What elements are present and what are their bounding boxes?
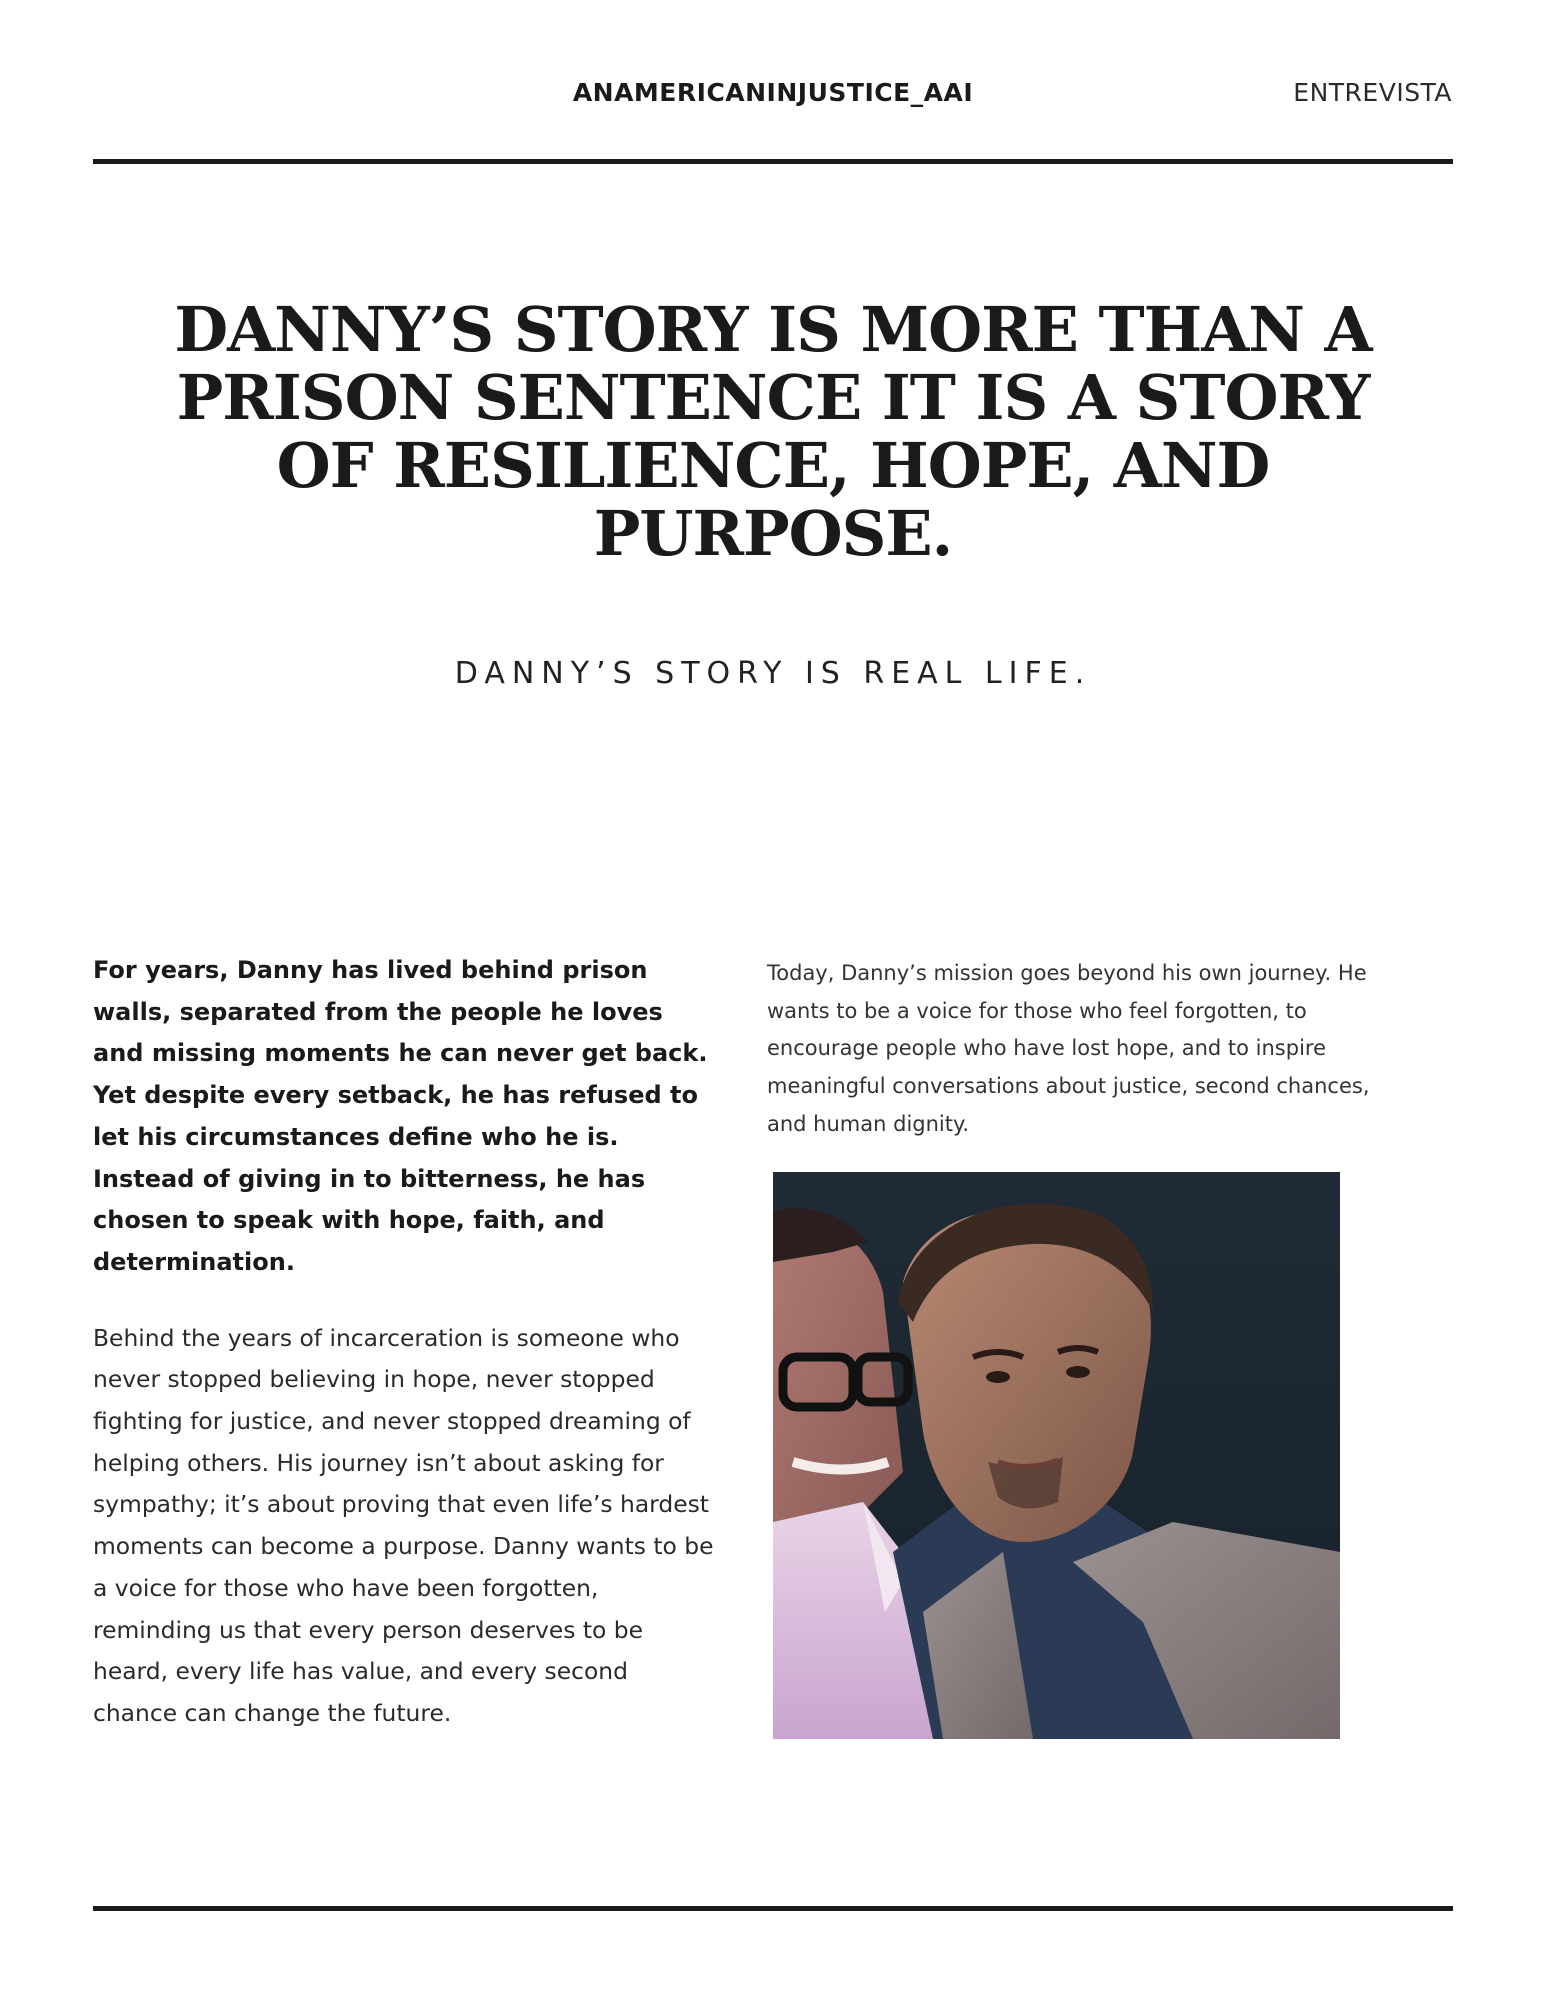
headline: DANNY’S STORY IS MORE THAN A PRISON SENTENCE IT IS A STORY OF RESILIENCE, HOPE, AND PURPOSE. xyxy=(174,293,1372,570)
bottom-divider xyxy=(93,1906,1453,1911)
body-paragraph: Behind the years of incarceration is someone who never stopped believing in hope, never stopped fighting for justice, and never stopped dreaming of helping others. His journey isn’t about asking for sympathy; it’s about proving that even life’s hardest moments can become a purpose. Danny wants to be a voice for those who have been forgotten, reminding us that every person deserves to be heard, every life has value, and every second chance can change the future. xyxy=(93,1323,714,1727)
left-column xyxy=(93,950,718,1735)
right-column xyxy=(767,955,1407,1144)
brand-name: ANAMERICANINJUSTICE_AAI xyxy=(572,78,974,107)
lead-paragraph: For years, Danny has lived behind prison walls, separated from the people he loves and missing moments he can never get back. Yet despite every setback, he has refused to let his circumstances define who he is. Instead of giving in to bitterness, he has chosen to speak with hope, faith, and determination. xyxy=(93,956,708,1276)
subheadline: DANNY’S STORY IS REAL LIFE. xyxy=(454,656,1092,691)
section-label: ENTREVISTA xyxy=(1293,78,1452,107)
portrait-photo xyxy=(773,1172,1340,1739)
top-divider xyxy=(93,159,1453,164)
mission-paragraph: Today, Danny’s mission goes beyond his own journey. He wants to be a voice for those who feel forgotten, to encourage people who have lost hope, and to inspire meaningful conversations about justice, second chances, and human dignity. xyxy=(767,961,1370,1136)
